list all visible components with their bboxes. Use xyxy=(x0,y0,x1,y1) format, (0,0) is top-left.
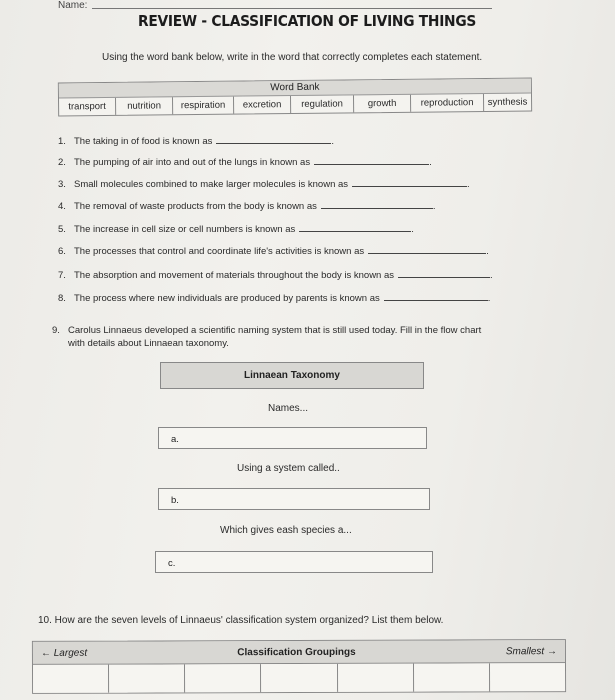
flow-answer-box-c[interactable]: c. xyxy=(155,551,433,573)
word-bank-row xyxy=(59,94,531,116)
flow-chart-title: Linnaean Taxonomy xyxy=(160,362,424,389)
word-bank-word: respiration xyxy=(173,97,234,115)
smallest-label: Smallest → xyxy=(505,645,557,657)
classification-cell[interactable] xyxy=(185,664,261,692)
question-1: 1. The taking in of food is known as . xyxy=(58,136,334,147)
word-bank xyxy=(58,78,532,117)
classification-cell[interactable] xyxy=(414,663,490,691)
classification-cell[interactable] xyxy=(490,663,565,691)
flow-step-names: Names... xyxy=(268,403,309,414)
question-10: 10. How are the seven levels of Linnaeus' classification system organized? List them below. xyxy=(38,615,444,626)
question-8: 8. The process where new individuals are produced by parents is known as . xyxy=(58,293,491,304)
name-field[interactable] xyxy=(92,8,492,9)
flow-answer-box-b[interactable]: b. xyxy=(158,488,430,510)
question-9-line2: with details about Linnaean taxonomy. xyxy=(68,338,229,349)
answer-blank-2[interactable] xyxy=(314,156,429,165)
flow-step-system: Using a system called.. xyxy=(237,463,340,474)
classification-groupings-label: Classification Groupings xyxy=(237,646,356,658)
classification-cell[interactable] xyxy=(261,664,337,692)
answer-blank-3[interactable] xyxy=(352,178,467,187)
question-9: 9. Carolus Linnaeus developed a scientific naming system that is still used today. Fill in the flow chart xyxy=(52,325,482,336)
question-4: 4. The removal of waste products from the body is known as . xyxy=(58,201,436,212)
instructions: Using the word bank below, write in the word that correctly completes each statement. xyxy=(102,52,483,63)
question-5: 5. The increase in cell size or cell numbers is known as . xyxy=(58,224,414,235)
question-3: 3. Small molecules combined to make larger molecules is known as . xyxy=(58,179,470,190)
question-6: 6. The processes that control and coordinate life's activities is known as . xyxy=(58,246,489,257)
word-bank-word: regulation xyxy=(291,95,354,113)
classification-cell[interactable] xyxy=(109,664,185,692)
word-bank-word: growth xyxy=(354,95,411,113)
word-bank-word: reproduction xyxy=(411,94,484,112)
word-bank-word: synthesis xyxy=(487,96,528,108)
question-7: 7. The absorption and movement of materials throughout the body is known as . xyxy=(58,270,493,281)
flow-answer-box-a[interactable]: a. xyxy=(158,427,427,449)
answer-blank-6[interactable] xyxy=(368,245,486,254)
worksheet-title: REVIEW - CLASSIFICATION OF LIVING THINGS xyxy=(138,12,477,30)
answer-blank-8[interactable] xyxy=(384,292,488,301)
answer-blank-7[interactable] xyxy=(398,269,490,278)
classification-row xyxy=(33,663,565,693)
word-bank-word: nutrition xyxy=(116,97,173,115)
answer-blank-5[interactable] xyxy=(299,223,411,232)
answer-blank-1[interactable] xyxy=(216,135,331,144)
classification-table-header xyxy=(33,640,565,665)
largest-label: ← Largest xyxy=(40,647,88,659)
name-label: Name: xyxy=(58,0,88,11)
flow-step-species: Which gives eash species a... xyxy=(220,525,352,536)
question-2: 2. The pumping of air into and out of the lungs in known as . xyxy=(58,157,432,168)
classification-table xyxy=(32,639,566,694)
classification-cell[interactable] xyxy=(33,665,109,693)
word-bank-heading: Word Bank xyxy=(59,79,531,99)
word-bank-word: transport xyxy=(59,98,116,116)
answer-blank-4[interactable] xyxy=(321,200,433,209)
classification-cell[interactable] xyxy=(338,664,414,692)
word-bank-word: excretion xyxy=(234,96,291,114)
